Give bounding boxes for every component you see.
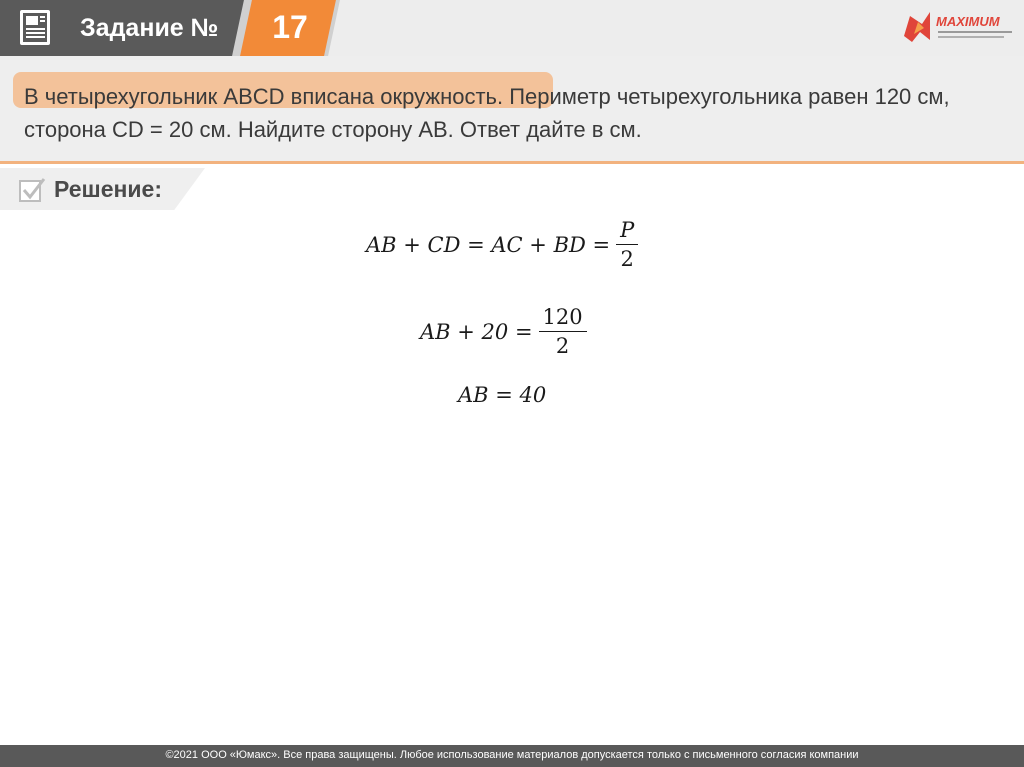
equation-1 [366, 218, 638, 271]
checkbox-icon [18, 176, 46, 204]
equation-1-fraction [616, 218, 638, 271]
equation-2-numerator: 120 [539, 305, 587, 332]
solution-label: Решение: [54, 176, 163, 202]
logo-text: MAXIMUM [936, 14, 1000, 29]
equation-1-lhs: AB + CD = AC + BD = [366, 232, 611, 257]
task-text [24, 80, 1004, 146]
footer-copyright: ©2021 ООО «Юмакс». Все права защищены. Любое использование материалов допускается только с письменного согласия компании [165, 749, 859, 761]
equation-2-denominator: 2 [555, 334, 570, 358]
equation-1-numerator: P [616, 218, 638, 245]
equation-2-lhs: AB + 20 = [420, 319, 533, 344]
equation-3: AB = 40 [458, 383, 547, 407]
header-bar [0, 0, 1024, 56]
document-icon [16, 7, 56, 47]
task-number: 17 [272, 9, 308, 45]
footer [0, 745, 1024, 767]
equation-1-denominator: 2 [620, 247, 634, 271]
equation-2 [420, 305, 587, 358]
task-rest-text: Периметр четырехугольника равен 120 см, сторона CD = 20 см. Найдите сторону AB. Ответ дайте в см. [24, 84, 950, 142]
task-highlight-text: В четырехугольник ABCD вписана окружность. [24, 84, 504, 109]
task-label: Задание № [80, 14, 219, 42]
maximum-logo [900, 6, 1018, 50]
equation-2-fraction [539, 305, 587, 358]
